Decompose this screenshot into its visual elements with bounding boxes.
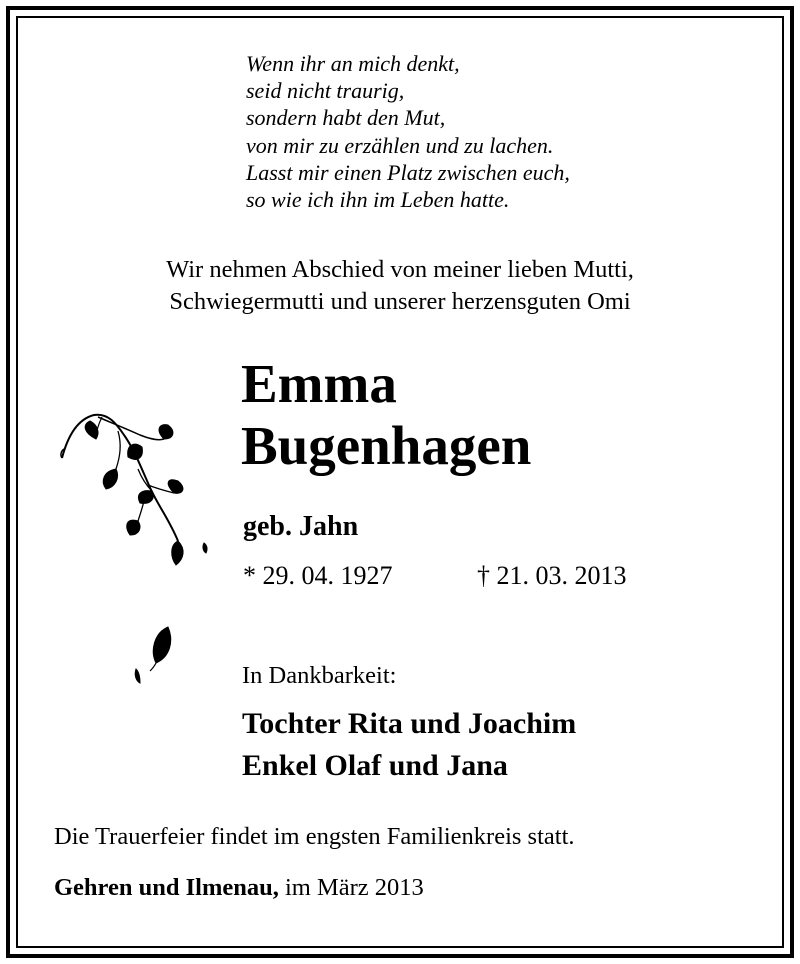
birch-branch-icon <box>56 405 216 690</box>
thanks-label: In Dankbarkeit: <box>242 662 397 689</box>
mourner-line: Enkel Olaf und Jana <box>242 749 508 782</box>
intro-line: Schwiegermutti und unserer herzensguten Omi <box>169 288 631 315</box>
birth-date: * 29. 04. 1927 <box>243 561 393 590</box>
first-name: Emma <box>241 353 397 414</box>
ceremony-note: Die Trauerfeier findet im engsten Familienkreis statt. <box>54 823 575 850</box>
death-date: † 21. 03. 2013 <box>477 561 627 590</box>
poem-line: seid nicht traurig, <box>246 78 405 104</box>
intro-line: Wir nehmen Abschied von meiner lieben Mutti, <box>166 256 634 283</box>
poem <box>246 50 570 213</box>
place-date <box>54 873 424 903</box>
poem-line: Wenn ihr an mich denkt, <box>246 51 460 76</box>
mourners-list <box>242 703 576 787</box>
poem-line: Lasst mir einen Platz zwischen euch, <box>246 159 570 185</box>
poem-line: von mir zu erzählen und zu lachen. <box>246 132 554 158</box>
last-name: Bugenhagen <box>241 415 532 476</box>
month-year: im März 2013 <box>285 874 424 901</box>
deceased-name <box>241 353 531 477</box>
mourner-line: Tochter Rita und Joachim <box>242 707 577 740</box>
farewell-intro <box>0 254 800 318</box>
poem-line: so wie ich ihn im Leben hatte. <box>246 187 510 213</box>
birth-name: geb. Jahn <box>243 511 359 542</box>
poem-line: sondern habt den Mut, <box>246 105 446 131</box>
place-name: Gehren und Ilmenau, <box>54 874 279 901</box>
